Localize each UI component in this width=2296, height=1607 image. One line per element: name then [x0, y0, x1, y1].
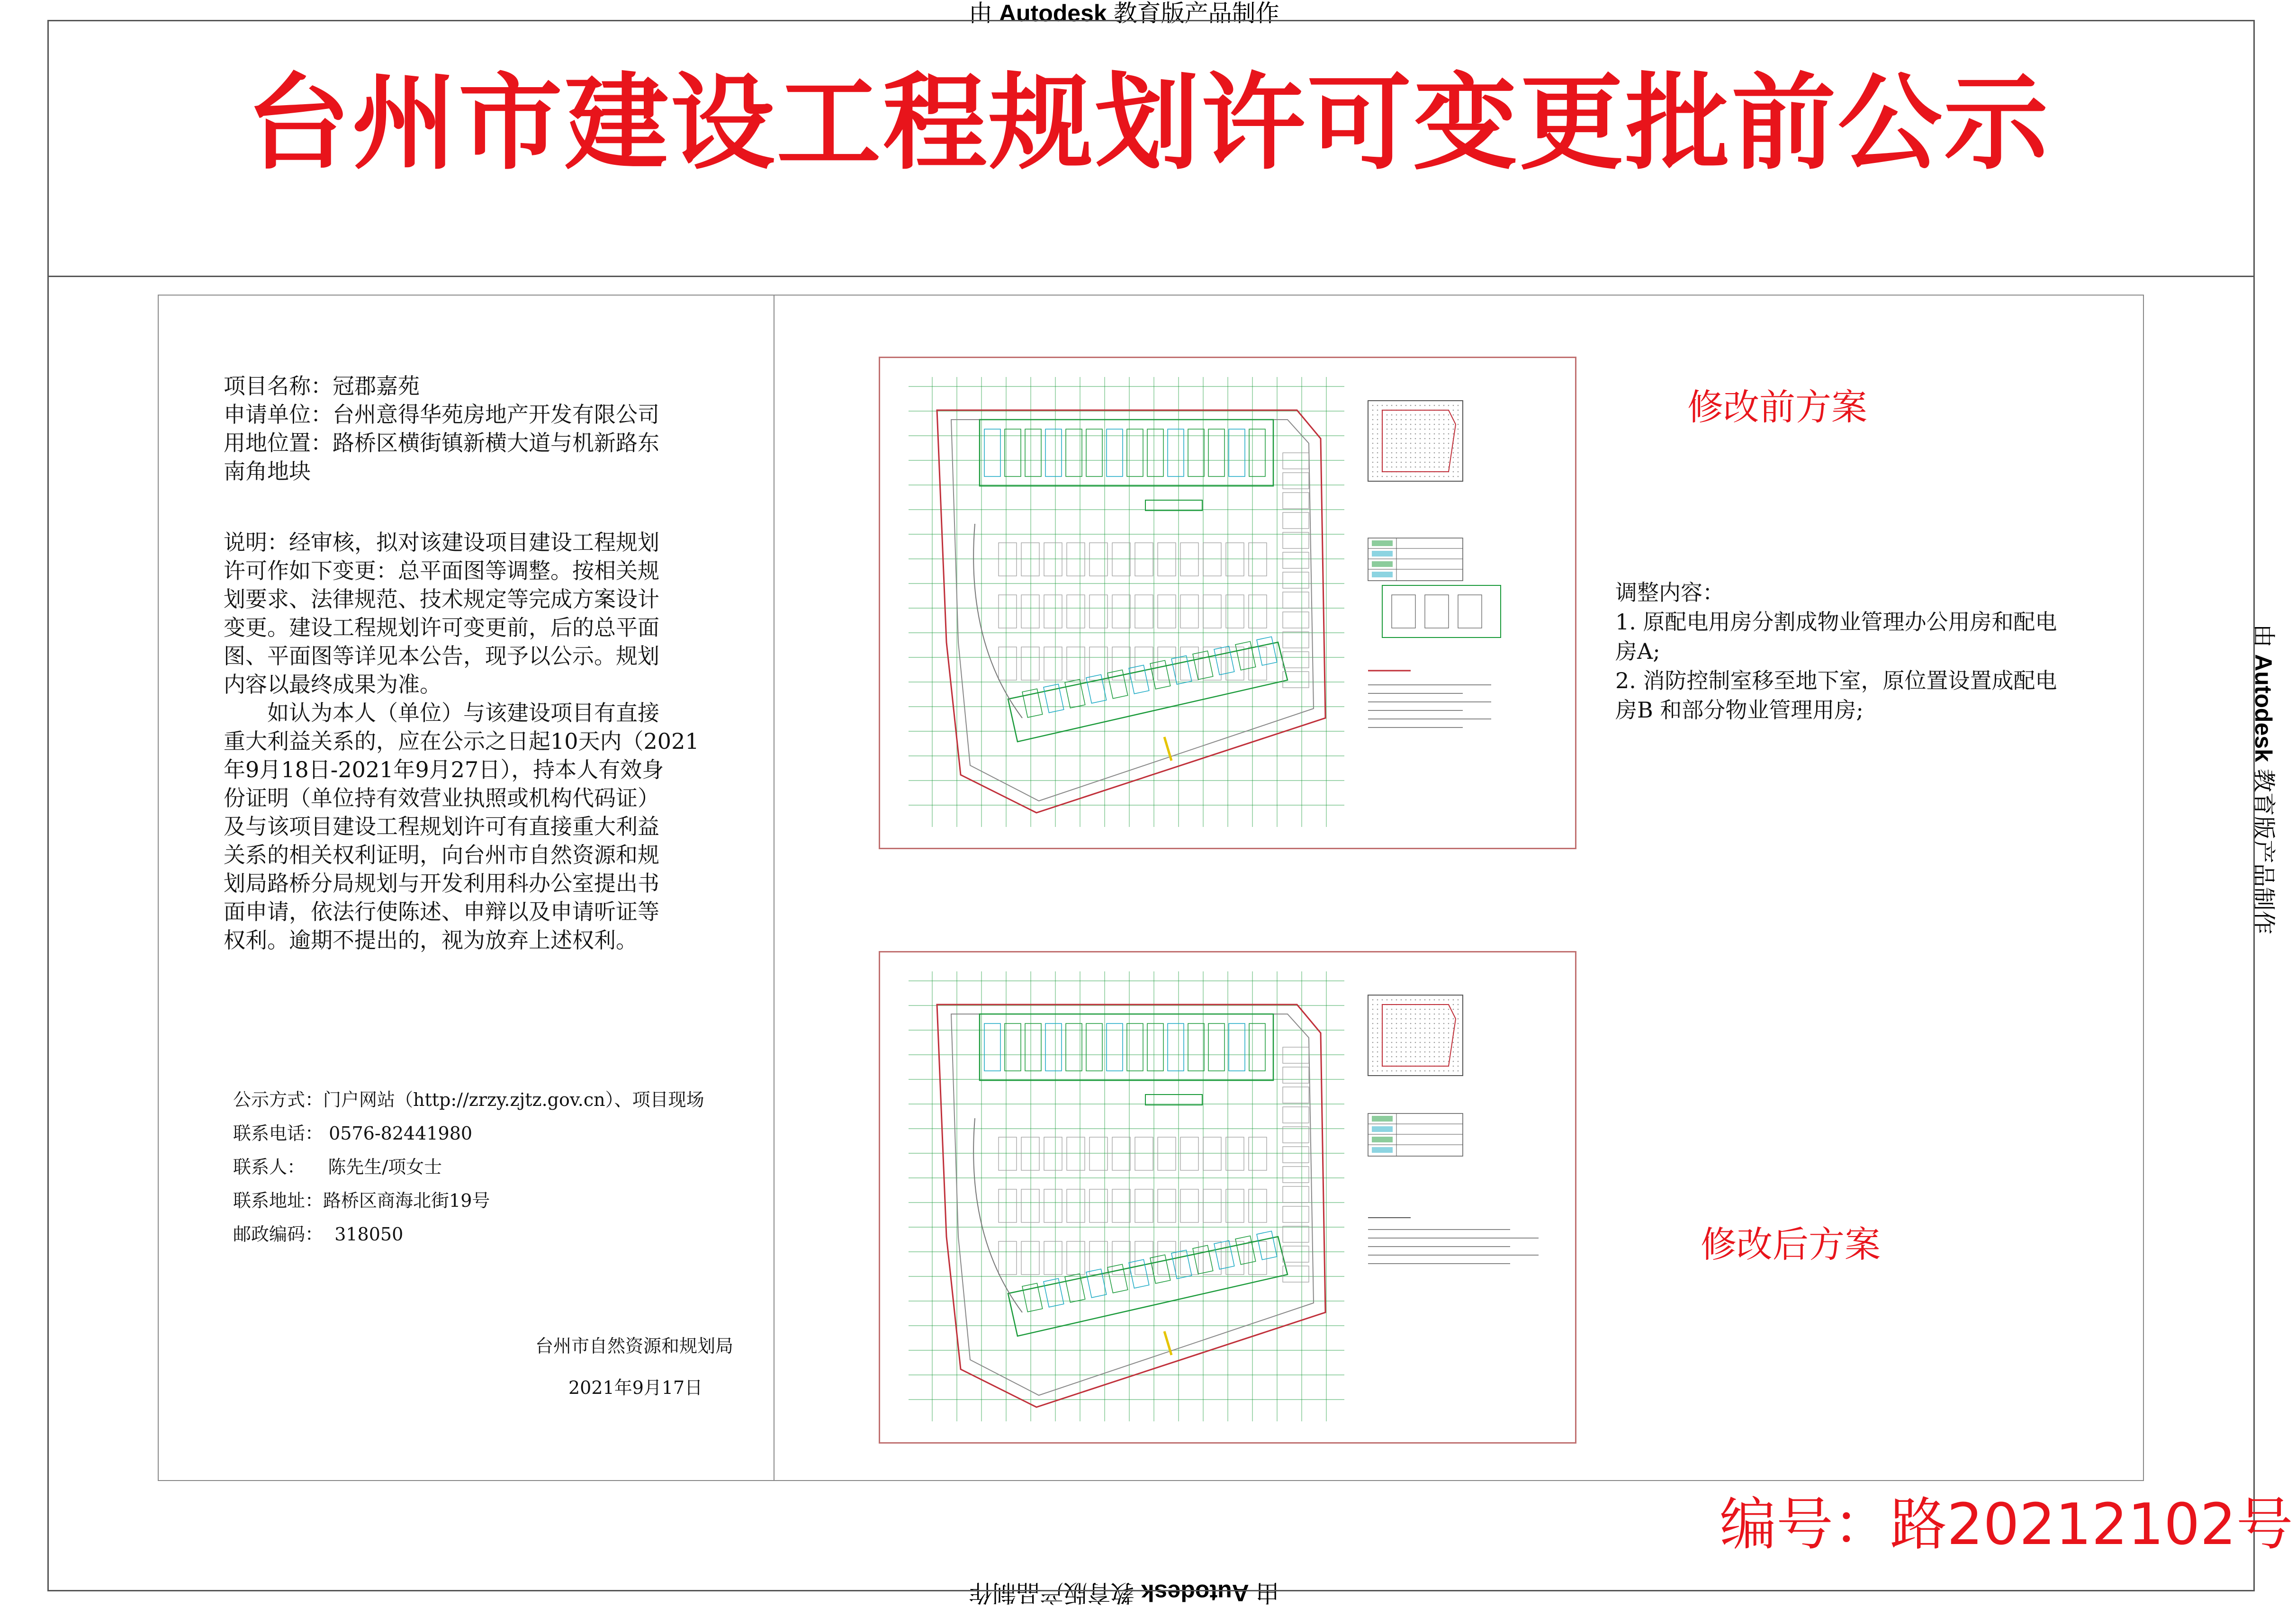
plan-before-drawing — [880, 358, 1575, 848]
issuer-org: 台州市自然资源和规划局 — [535, 1336, 734, 1356]
watermark-bottom: 由 Autodesk 教育版产品制作 — [969, 1580, 1279, 1606]
applicant: 台州意得华苑房地产开发有限公司 — [333, 402, 659, 427]
plan-after-label: 修改后方案 — [1701, 1223, 1881, 1266]
description-line: 划要求、法律规范、技术规定等完成方案设计 — [224, 586, 659, 612]
phone-label: 联系电话： — [233, 1123, 324, 1144]
project-info — [224, 372, 759, 485]
publish-method: 门户网站（http://zrzy.zjtz.gov.cn）、项目现场 — [323, 1089, 704, 1110]
address-label: 联系地址： — [233, 1190, 324, 1211]
description-para1 — [224, 528, 764, 699]
description-line: 年9月18日-2021年9月27日），持本人有效身 — [224, 757, 664, 782]
description-line: 许可作如下变更：总平面图等调整。按相关规 — [224, 558, 659, 584]
description-block — [224, 528, 764, 954]
description-line: 如认为本人（单位）与该建设项目有直接 — [267, 700, 659, 726]
project-name-label: 项目名称： — [224, 373, 333, 399]
contact-person: 陈先生/项女士 — [328, 1157, 442, 1177]
location-label: 用地位置： — [224, 430, 333, 456]
description-line: 图、平面图等详见本公告，现予以公示。规划 — [224, 643, 659, 669]
description-line: 变更。建设工程规划许可变更前，后的总平面 — [224, 615, 659, 640]
postcode: 318050 — [334, 1224, 404, 1245]
plan-after-drawing — [880, 952, 1575, 1442]
plan-before-frame — [879, 357, 1576, 849]
method-label: 公示方式： — [233, 1089, 324, 1110]
description-line: 内容以最终成果为准。 — [224, 672, 441, 697]
location-line2: 南角地块 — [224, 458, 311, 484]
person-label: 联系人： — [233, 1157, 306, 1177]
description-line: 面申请，依法行使陈述、申辩以及申请听证等 — [224, 899, 659, 925]
watermark-right: 由 Autodesk 教育版产品制作 — [2250, 624, 2277, 934]
adjustment-heading: 调整内容： — [1615, 580, 1724, 605]
contact-phone: 0576-82441980 — [329, 1123, 473, 1144]
adjustment-block — [1615, 578, 2136, 725]
description-line: 及与该项目建设工程规划许可有直接重大利益 — [224, 814, 659, 839]
location-line1: 路桥区横街镇新横大道与机新路东 — [333, 430, 659, 456]
adjustment-item2-line2: 房B 和部分物业管理用房; — [1615, 697, 1864, 723]
description-line: 说明：经审核，拟对该建设项目建设工程规划 — [224, 530, 659, 555]
watermark-top: 由 Autodesk 教育版产品制作 — [969, 0, 1279, 27]
description-line: 重大利益关系的，应在公示之日起10天内（2021 — [224, 728, 699, 754]
plan-before-label: 修改前方案 — [1687, 386, 1867, 428]
serial-number: 编号：路20212102号 — [1720, 1492, 2293, 1558]
project-name: 冠郡嘉苑 — [333, 373, 420, 399]
adjustment-item2-line1: 2. 消防控制室移至地下室，原位置设置成配电 — [1615, 668, 2057, 693]
title-divider — [47, 276, 2255, 277]
description-line: 份证明（单位持有效营业执照或机构代码证） — [224, 785, 659, 811]
adjustment-item1-line1: 1. 原配电用房分割成物业管理办公用房和配电 — [1615, 609, 2057, 635]
description-line: 权利。逾期不提出的，视为放弃上述权利。 — [224, 927, 638, 953]
plan-after-frame — [879, 951, 1576, 1444]
postcode-label: 邮政编码： — [233, 1224, 324, 1245]
applicant-label: 申请单位： — [224, 402, 333, 427]
description-para2 — [224, 699, 764, 954]
description-line: 关系的相关权利证明，向台州市自然资源和规 — [224, 842, 659, 868]
page-title: 台州市建设工程规划许可变更批前公示 — [246, 63, 2050, 184]
issuer-date: 2021年9月17日 — [568, 1377, 703, 1398]
description-line: 划局路桥分局规划与开发利用科办公室提出书 — [224, 871, 659, 896]
contact-block — [233, 1083, 768, 1251]
adjustment-item1-line2: 房A; — [1615, 638, 1660, 664]
contact-address: 路桥区商海北街19号 — [323, 1190, 490, 1211]
